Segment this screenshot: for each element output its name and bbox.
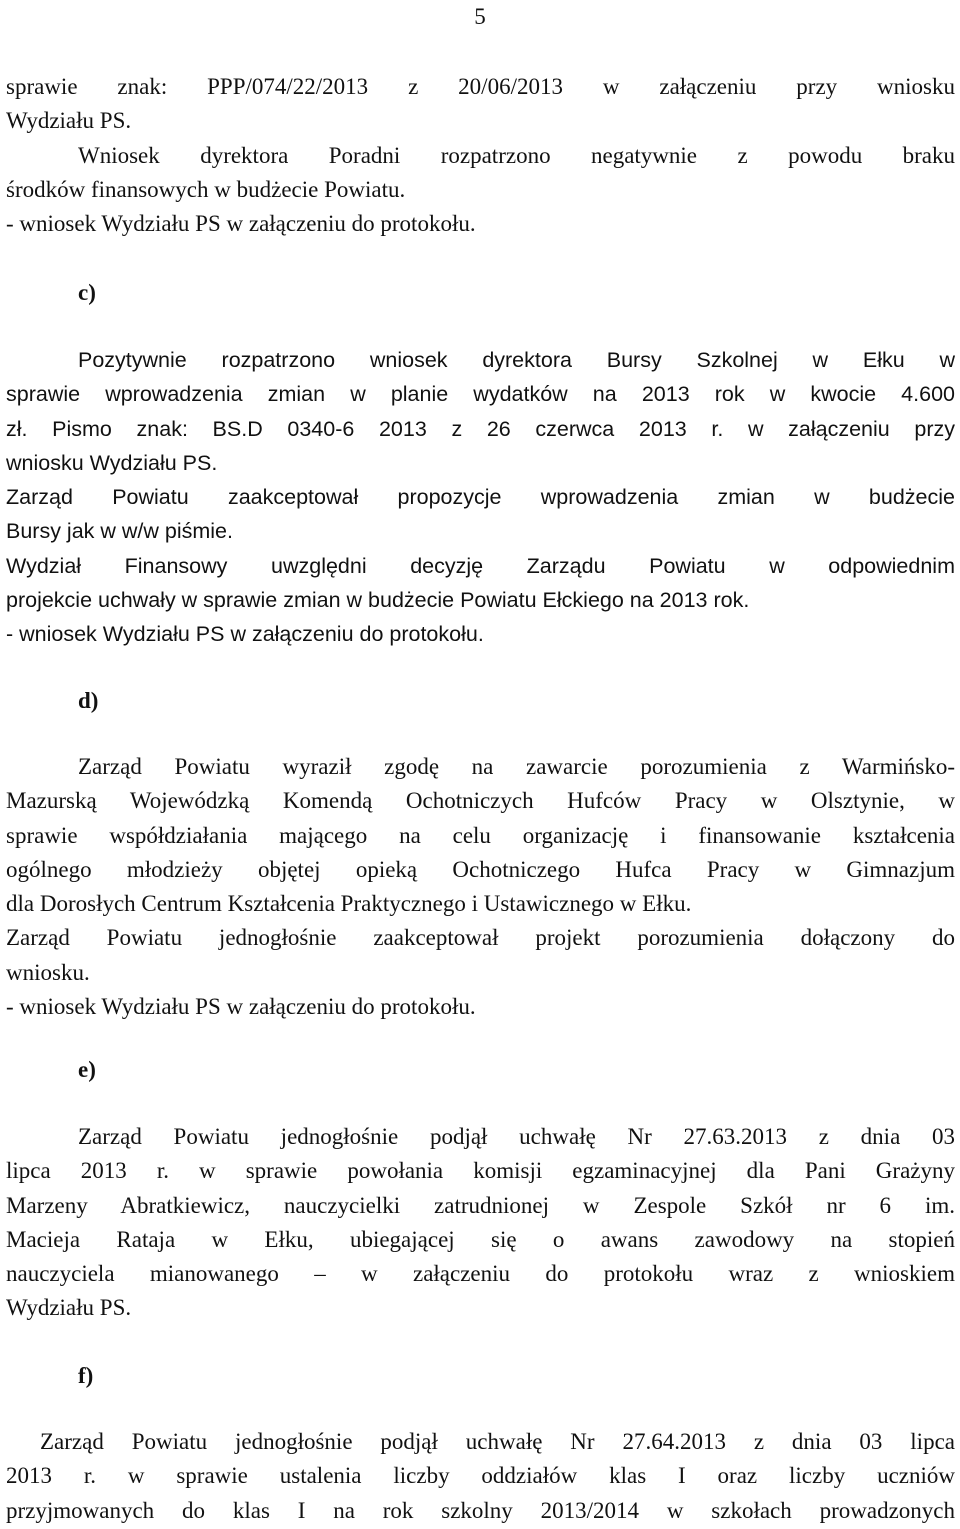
text-line: sprawie współdziałania mającego na celu organizację i finansowanie kształcenia bbox=[6, 822, 955, 848]
text-line: sprawie znak: PPP/074/22/2013 z 20/06/2013 w załączeniu przy wniosku bbox=[6, 74, 955, 99]
text-line: Macieja Rataja w Ełku, ubiegającej się o awans zawodowy na stopień bbox=[6, 1226, 955, 1252]
page-number: 5 bbox=[474, 4, 486, 29]
section-marker-f: f) bbox=[78, 1363, 94, 1388]
text-line: sprawie wprowadzenia zmian w planie wydatków na 2013 rok w kwocie 4.600 bbox=[6, 382, 955, 407]
text-line: Wydziału PS. bbox=[6, 108, 132, 134]
text-line: Wydział Finansowy uwzględni decyzję Zarządu Powiatu w odpowiednim bbox=[6, 553, 955, 578]
text-line: - wniosek Wydziału PS w załączeniu do protokołu. bbox=[6, 994, 476, 1020]
text-line: ogólnego młodzieży objętej opieką Ochotniczego Hufca Pracy w Gimnazjum bbox=[6, 856, 955, 882]
paragraph-c bbox=[6, 343, 955, 652]
text-line: wniosku. bbox=[6, 959, 90, 985]
paragraph-intro bbox=[6, 70, 955, 241]
text-line: dla Dorosłych Centrum Kształcenia Praktycznego i Ustawicznego w Ełku. bbox=[6, 891, 692, 917]
text-line: lipca 2013 r. w sprawie powołania komisji egzaminacyjnej dla Pani Grażyny bbox=[6, 1158, 955, 1184]
text-line: - wniosek Wydziału PS w załączeniu do protokołu. bbox=[6, 622, 484, 647]
text-line: Mazurską Wojewódzką Komendą Ochotniczych Hufców Pracy w Olsztynie, w bbox=[6, 788, 955, 814]
text-line: projekcie uchwały w sprawie zmian w budżecie Powiatu Ełckiego na 2013 rok. bbox=[6, 588, 750, 613]
text-line: Pozytywnie rozpatrzono wniosek dyrektora Bursy Szkolnej w Ełku w bbox=[78, 348, 955, 372]
text-line: przyjmowanych do klas I na rok szkolny 2013/2014 w szkołach prowadzonych bbox=[6, 1497, 955, 1523]
text-line: środków finansowych w budżecie Powiatu. bbox=[6, 176, 406, 202]
paragraph-d bbox=[6, 750, 955, 1024]
text-line: Wniosek dyrektora Poradni rozpatrzono negatywnie z powodu braku bbox=[78, 142, 955, 168]
section-marker-d: d) bbox=[78, 688, 99, 713]
text-line: zł. Pismo znak: BS.D 0340-6 2013 z 26 czerwca 2013 r. w załączeniu przy bbox=[6, 416, 955, 441]
text-line: Zarząd Powiatu zaakceptował propozycje wprowadzenia zmian w budżecie bbox=[6, 485, 955, 510]
paragraph-f bbox=[6, 1425, 955, 1528]
text-line: 2013 r. w sprawie ustalenia liczby oddziałów klas I oraz liczby uczniów bbox=[6, 1463, 955, 1489]
text-line: Wydziału PS. bbox=[6, 1295, 132, 1321]
text-line: nauczyciela mianowanego – w załączeniu do protokołu wraz z wnioskiem bbox=[6, 1261, 955, 1287]
text-line: Zarząd Powiatu wyraził zgodę na zawarcie porozumienia z Warmińsko- bbox=[78, 754, 955, 779]
text-line: Bursy jak w w/w piśmie. bbox=[6, 519, 233, 544]
section-marker-e: e) bbox=[78, 1057, 96, 1082]
text-line: Zarząd Powiatu jednogłośnie podjął uchwałę Nr 27.64.2013 z dnia 03 lipca bbox=[40, 1429, 955, 1454]
text-line: Marzeny Abratkiewicz, nauczycielki zatrudnionej w Zespole Szkół nr 6 im. bbox=[6, 1192, 955, 1218]
text-line: Zarząd Powiatu jednogłośnie zaakceptował projekt porozumienia dołączony do bbox=[6, 925, 955, 951]
text-line: wniosku Wydziału PS. bbox=[6, 450, 218, 475]
paragraph-e bbox=[6, 1120, 955, 1326]
text-line: Zarząd Powiatu jednogłośnie podjął uchwałę Nr 27.63.2013 z dnia 03 bbox=[78, 1124, 955, 1149]
section-marker-c: c) bbox=[78, 280, 96, 305]
text-line: - wniosek Wydziału PS w załączeniu do protokołu. bbox=[6, 211, 476, 237]
